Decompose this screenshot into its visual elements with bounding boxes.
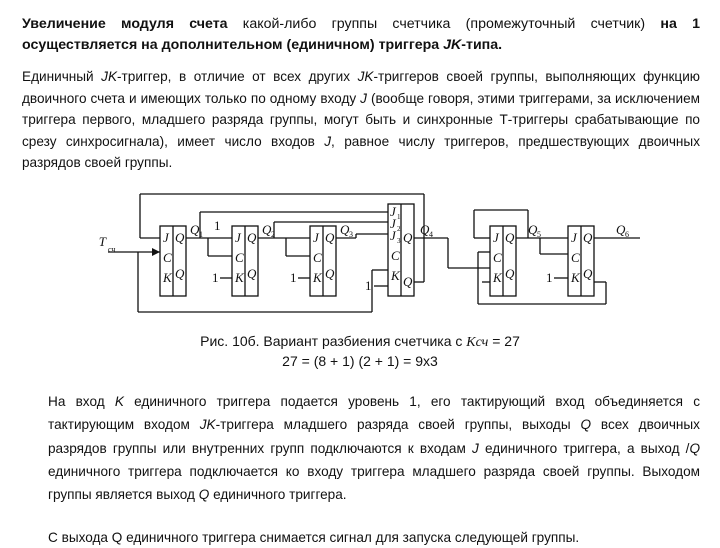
caption-text: Рис. 10б. Вариант разбиения счетчика с xyxy=(200,333,467,349)
p2-text: единичного триггера подается уровень 1, его тактирующий вход объединяется с тактирующим входом xyxy=(48,394,700,433)
ff2-j: J xyxy=(235,230,241,245)
ff3-qn: Q xyxy=(325,266,335,281)
p1-text: -триггеров своей группы, выполняющих функцию двоичного счета и имеющих только по одному входу xyxy=(22,69,700,106)
caption-k: Kсч xyxy=(466,335,489,350)
ff1-j: J xyxy=(163,230,169,245)
ff5-c: C xyxy=(493,250,502,265)
clock-input-label: T xyxy=(98,234,106,249)
p2-italic: JK xyxy=(199,417,216,433)
p1-italic: J xyxy=(324,133,332,149)
paragraph-1 xyxy=(22,66,700,174)
ff1-c: C xyxy=(163,250,172,265)
p2-italic: Q xyxy=(198,487,210,503)
p2-text: единичного триггера, а выход / xyxy=(478,440,690,456)
const-one-1: 1 xyxy=(214,218,221,233)
const-one-5: 1 xyxy=(546,270,553,285)
heading-normal-1: какой-либо группы счетчика (промежуточный счетчик) xyxy=(227,16,661,32)
heading-bold-3: -типа. xyxy=(461,37,503,53)
const-one-3: 1 xyxy=(290,270,297,285)
unit-j2: J xyxy=(390,216,396,231)
p1-italic: JK xyxy=(101,69,118,84)
unit-j2-sub: 2 xyxy=(397,225,401,233)
output-q1-sub: 1 xyxy=(199,230,203,239)
output-q3: Q xyxy=(340,222,350,237)
caption-line-2: 27 = (8 + 1) (2 + 1) = 9х3 xyxy=(282,353,438,369)
heading-bold-2: на 1 осуществляется на дополнительном (единичном) триггера xyxy=(22,16,700,53)
unit-j1: J xyxy=(390,204,396,219)
p2-italic: Q xyxy=(580,417,592,433)
ff1-qn: Q xyxy=(175,266,185,281)
ff5-k: K xyxy=(493,270,502,285)
p2-italic: Q xyxy=(689,440,701,456)
output-q6: Q xyxy=(616,222,626,237)
unit-j1-sub: 1 xyxy=(397,213,401,221)
output-q5-sub: 5 xyxy=(537,230,541,239)
p2-text: На вход xyxy=(48,394,115,409)
output-q2-sub: 2 xyxy=(271,230,275,239)
paragraph-2 xyxy=(48,390,700,506)
clock-input-sub: сч xyxy=(108,245,116,254)
caption-text: = 27 xyxy=(488,333,520,349)
output-q3-sub: 3 xyxy=(349,230,353,239)
heading-paragraph xyxy=(22,14,700,56)
ff5-j: J xyxy=(493,230,499,245)
ff3-q: Q xyxy=(325,230,335,245)
ff6-q: Q xyxy=(583,230,593,245)
ff6-c: C xyxy=(571,250,580,265)
output-q2: Q xyxy=(262,222,272,237)
p1-text: , равное числу триггеров, предшествующих двоичных разрядов своей группы. xyxy=(22,133,700,171)
p1-italic: J xyxy=(360,90,367,106)
ff2-q: Q xyxy=(247,230,257,245)
ff5-q: Q xyxy=(505,230,515,245)
output-q4-sub: 4 xyxy=(429,230,433,239)
ff6-k: K xyxy=(571,270,580,285)
output-q1: Q xyxy=(190,222,200,237)
ff1-k: K xyxy=(163,270,172,285)
figure-caption xyxy=(0,332,720,371)
ff2-c: C xyxy=(235,250,244,265)
ff3-k: K xyxy=(313,270,322,285)
p2-italic: J xyxy=(472,440,479,456)
unit-j3-sub: 3 xyxy=(397,237,401,245)
p1-text: (вообще говоря, этими триггерами, за исключением триггера первого, младшего разряда группы, могут быть и синхронные Т-триггеры срабатывающие по срезу синхросигнала), имеет число входов xyxy=(22,90,700,149)
unit-j3: J xyxy=(390,228,396,243)
ff3-c: C xyxy=(313,250,322,265)
unit-c: C xyxy=(391,248,400,263)
caption-line-1 xyxy=(0,332,720,352)
ff6-j: J xyxy=(571,230,577,245)
counter-circuit-diagram xyxy=(0,190,720,320)
truncated-last-line: С выхода Q единичного триггера снимается сигнал для запуска следующей группы. xyxy=(48,530,580,545)
p2-italic: K xyxy=(114,394,124,409)
ff2-qn: Q xyxy=(247,266,257,281)
output-q6-sub: 6 xyxy=(625,230,629,239)
p2-text: единичного триггера подключается ко входу триггера младшего разряда своей группы. Выходом группы является выход xyxy=(48,463,700,503)
heading-bold-jk: JK xyxy=(443,37,462,53)
ff1-q: Q xyxy=(175,230,185,245)
p2-text: -триггера младшего разряда своей группы, выходы xyxy=(215,417,581,433)
unit-q: Q xyxy=(403,230,413,245)
const-one-4: 1 xyxy=(365,278,372,293)
ff2-k: K xyxy=(235,270,244,285)
circuit-svg xyxy=(0,190,720,320)
unit-k: K xyxy=(391,268,400,283)
ff6-qn: Q xyxy=(583,266,593,281)
ff5-qn: Q xyxy=(505,266,515,281)
output-q4: Q xyxy=(420,222,430,237)
p1-text: Единичный xyxy=(22,69,102,84)
output-q5: Q xyxy=(528,222,538,237)
unit-qn: Q xyxy=(403,274,413,289)
const-one-2: 1 xyxy=(212,270,219,285)
heading-bold-1: Увеличение модуля счета xyxy=(22,16,228,32)
p2-text: всех двоичных разрядов группы или внутренних групп подключаются к входам xyxy=(48,417,700,456)
ff3-j: J xyxy=(313,230,319,245)
p2-text: единичного триггера. xyxy=(209,487,347,503)
p1-text: -триггер, в отличие от всех других xyxy=(117,69,358,84)
p1-italic: JK xyxy=(357,69,374,84)
